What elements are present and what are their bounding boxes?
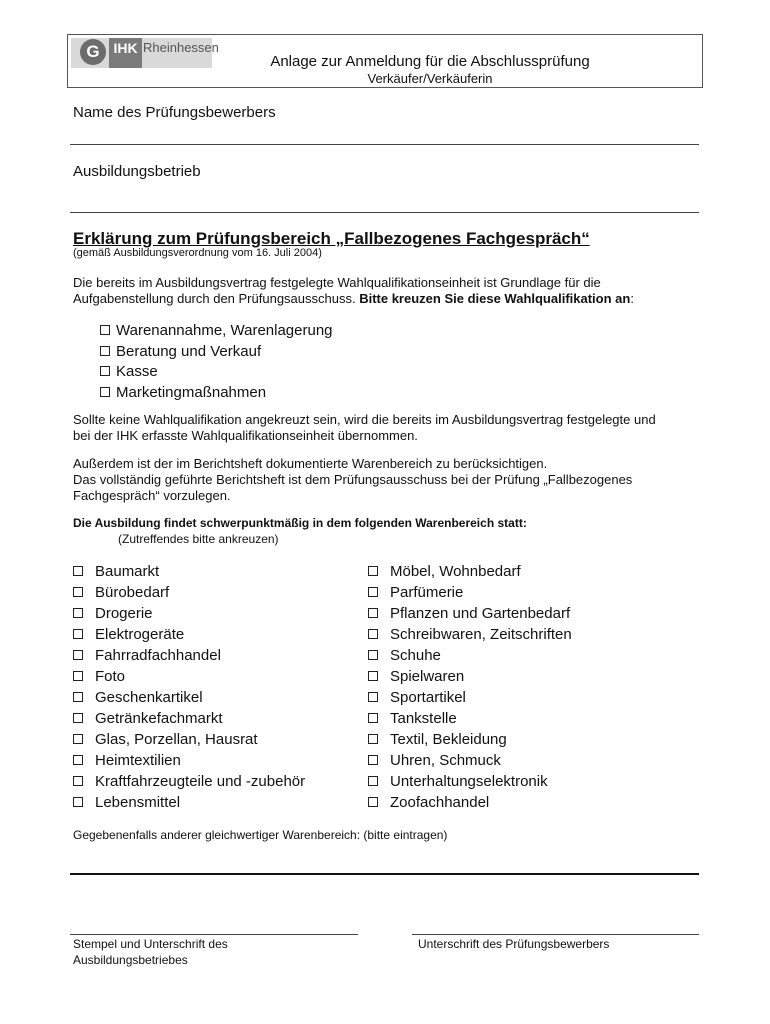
goods-label: Schuhe <box>390 647 441 664</box>
checkbox[interactable] <box>73 566 83 576</box>
ihk-logo-letter: G <box>86 42 100 61</box>
qualification-label: Warenannahme, Warenlagerung <box>116 322 333 339</box>
checkbox[interactable] <box>368 650 378 660</box>
qualification-item <box>100 383 266 403</box>
qualification-item <box>100 321 333 341</box>
checkbox[interactable] <box>73 713 83 723</box>
checkbox[interactable] <box>368 608 378 618</box>
declaration-title: Erklärung zum Prüfungsbereich „Fallbezogenes Fachgespräch“ <box>73 229 590 248</box>
checkbox[interactable] <box>73 629 83 639</box>
goods-label: Kraftfahrzeugteile und -zubehör <box>95 773 306 790</box>
goods-label: Unterhaltungselektronik <box>390 773 548 790</box>
checkbox[interactable] <box>73 671 83 681</box>
intro-line-2-colon: : <box>630 291 634 306</box>
goods-item <box>368 771 572 792</box>
checkbox[interactable] <box>73 755 83 765</box>
goods-list-right <box>368 561 572 813</box>
goods-label: Geschenkartikel <box>95 689 203 706</box>
note-no-selection <box>73 412 703 444</box>
note2-line-3: Fachgespräch“ vorzulegen. <box>73 488 231 503</box>
candidate-name-label: Name des Prüfungsbewerbers <box>73 104 276 121</box>
goods-item <box>368 603 572 624</box>
goods-item <box>73 645 305 666</box>
goods-label: Parfümerie <box>390 584 464 601</box>
candidate-signature-line[interactable] <box>412 934 699 935</box>
goods-item <box>73 582 305 603</box>
checkbox[interactable] <box>73 692 83 702</box>
goods-label: Möbel, Wohnbedarf <box>390 563 521 580</box>
checkbox[interactable] <box>368 566 378 576</box>
checkbox[interactable] <box>73 797 83 807</box>
page-subtitle: Verkäufer/Verkäuferin <box>367 71 493 86</box>
company-signature-label-line1: Stempel und Unterschrift des <box>73 937 228 951</box>
checkbox[interactable] <box>368 755 378 765</box>
checkbox[interactable] <box>100 346 110 356</box>
note1-line-1: Sollte keine Wahlqualifikation angekreuzt sein, wird die bereits im Ausbildungsvertrag festgelegte und <box>73 412 656 427</box>
intro-line-2-text: Aufgabenstellung durch den Prüfungsausschuss. <box>73 291 360 306</box>
goods-label: Foto <box>95 668 126 685</box>
goods-item <box>73 771 305 792</box>
goods-label: Elektrogeräte <box>95 626 185 643</box>
company-signature-line[interactable] <box>70 934 358 935</box>
goods-label: Textil, Bekleidung <box>390 731 507 748</box>
checkbox[interactable] <box>368 713 378 723</box>
checkbox[interactable] <box>368 734 378 744</box>
goods-label: Sportartikel <box>390 689 466 706</box>
ihk-logo-region: Rheinhessen <box>143 40 219 55</box>
company-line[interactable] <box>70 212 699 213</box>
goods-item <box>368 624 572 645</box>
goods-item <box>368 729 572 750</box>
goods-item <box>368 666 572 687</box>
checkbox[interactable] <box>73 734 83 744</box>
goods-item <box>73 687 305 708</box>
note-report-book <box>73 456 703 504</box>
declaration-subtitle: (gemäß Ausbildungsverordnung vom 16. Juli 2004) <box>73 247 322 259</box>
goods-label: Getränkefachmarkt <box>95 710 223 727</box>
goods-item <box>368 561 572 582</box>
goods-label: Fahrradfachhandel <box>95 647 221 664</box>
checkbox[interactable] <box>368 629 378 639</box>
goods-item <box>368 582 572 603</box>
intro-line-1: Die bereits im Ausbildungsvertrag festgelegte Wahlqualifikationseinheit ist Grundlage für die <box>73 275 601 290</box>
other-goods-line[interactable] <box>70 873 699 875</box>
goods-heading: Die Ausbildung findet schwerpunktmäßig in dem folgenden Warenbereich statt: <box>73 516 527 530</box>
checkbox[interactable] <box>368 692 378 702</box>
goods-label: Heimtextilien <box>95 752 181 769</box>
ihk-logo-ihk-text: IHK <box>113 40 138 56</box>
qualification-label: Marketingmaßnahmen <box>116 384 267 401</box>
goods-label: Drogerie <box>95 605 153 622</box>
note2-line-1: Außerdem ist der im Berichtsheft dokumentierte Warenbereich zu berücksichtigen. <box>73 456 548 471</box>
goods-item <box>73 729 305 750</box>
goods-item <box>368 708 572 729</box>
checkbox[interactable] <box>368 671 378 681</box>
goods-list-left <box>73 561 305 813</box>
goods-item <box>368 645 572 666</box>
goods-item <box>368 792 572 813</box>
goods-label: Lebensmittel <box>95 794 181 811</box>
checkbox[interactable] <box>100 387 110 397</box>
goods-item <box>73 792 305 813</box>
company-signature-label-line2: Ausbildungsbetriebes <box>73 953 188 967</box>
checkbox[interactable] <box>73 776 83 786</box>
candidate-name-line[interactable] <box>70 144 699 145</box>
goods-item <box>73 666 305 687</box>
page-title: Anlage zur Anmeldung für die Abschlussprüfung <box>270 53 590 70</box>
goods-hint: (Zutreffendes bitte ankreuzen) <box>118 532 279 546</box>
goods-item <box>73 750 305 771</box>
checkbox[interactable] <box>100 366 110 376</box>
qualification-item <box>100 362 158 382</box>
note2-line-2: Das vollständig geführte Berichtsheft ist dem Prüfungsausschuss bei der Prüfung „Fallbezogenes <box>73 472 633 487</box>
goods-label: Pflanzen und Gartenbedarf <box>390 605 571 622</box>
qualification-label: Beratung und Verkauf <box>116 343 262 360</box>
note1-line-2: bei der IHK erfasste Wahlqualifikationseinheit übernommen. <box>73 428 418 443</box>
goods-item <box>368 750 572 771</box>
checkbox[interactable] <box>73 608 83 618</box>
intro-line-2 <box>73 291 703 307</box>
checkbox[interactable] <box>368 797 378 807</box>
goods-label: Uhren, Schmuck <box>390 752 501 769</box>
checkbox[interactable] <box>100 325 110 335</box>
goods-label: Glas, Porzellan, Hausrat <box>95 731 258 748</box>
company-signature-label <box>73 936 228 968</box>
intro-line-2-bold: Bitte kreuzen Sie diese Wahlqualifikation an <box>359 291 631 306</box>
qualification-item <box>100 342 261 362</box>
qualification-label: Kasse <box>116 363 158 380</box>
candidate-signature-label: Unterschrift des Prüfungsbewerbers <box>418 937 610 951</box>
company-label: Ausbildungsbetrieb <box>73 163 201 180</box>
goods-label: Zoofachhandel <box>390 794 490 811</box>
checkbox[interactable] <box>73 650 83 660</box>
goods-label: Baumarkt <box>95 563 160 580</box>
goods-item <box>368 687 572 708</box>
goods-item <box>73 561 305 582</box>
goods-label: Bürobedarf <box>95 584 170 601</box>
goods-item <box>73 708 305 729</box>
goods-label: Spielwaren <box>390 668 465 685</box>
goods-label: Schreibwaren, Zeitschriften <box>390 626 572 643</box>
goods-label: Tankstelle <box>390 710 457 727</box>
checkbox[interactable] <box>368 776 378 786</box>
goods-item <box>73 624 305 645</box>
checkbox[interactable] <box>368 587 378 597</box>
goods-item <box>73 603 305 624</box>
other-goods-label: Gegebenenfalls anderer gleichwertiger Warenbereich: (bitte eintragen) <box>73 828 448 842</box>
declaration-intro <box>73 275 703 307</box>
checkbox[interactable] <box>73 587 83 597</box>
